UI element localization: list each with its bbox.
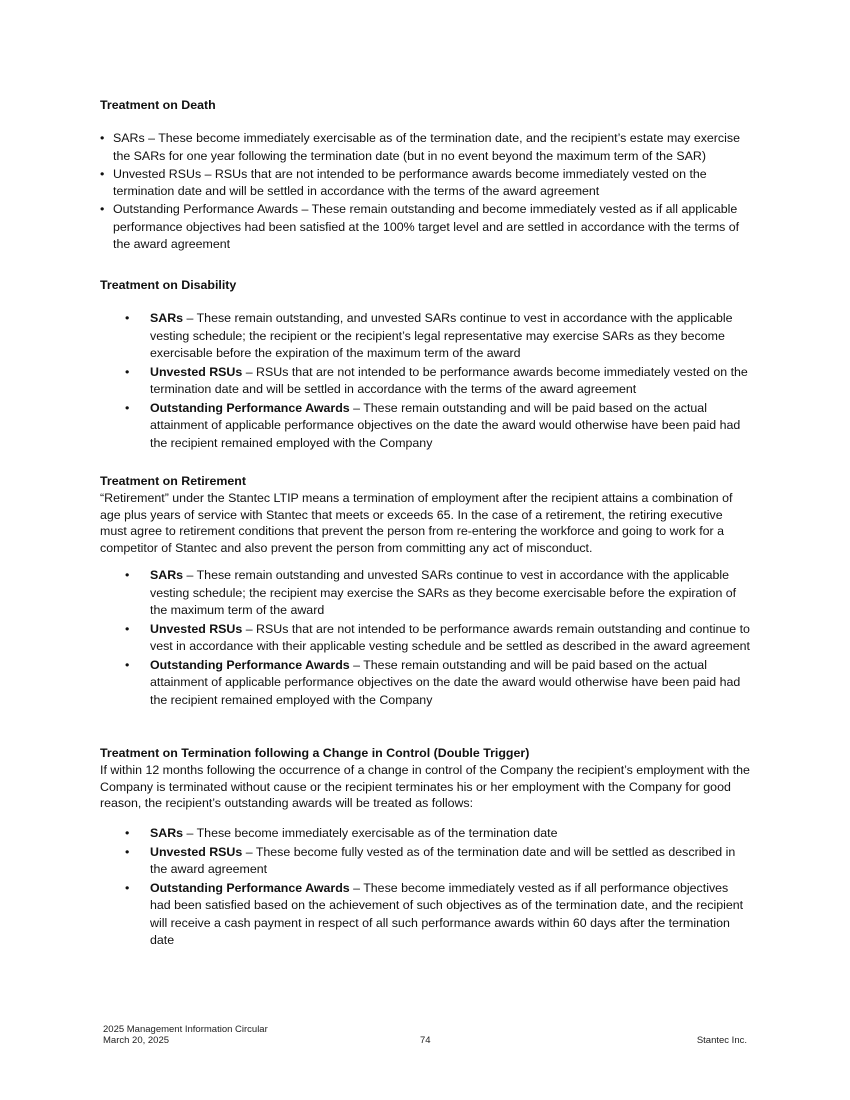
list-item: • Outstanding Performance Awards – These become immediately vested as if all performance objectives had been satisfied based on the achievement of such objectives as of the termination date, and the recipient will receive a cash payment in respect of all such performance awards within 60 days after the termination date — [100, 880, 750, 950]
section-heading: Treatment on Retirement — [100, 474, 246, 488]
footer-company: Stantec Inc. — [696, 1035, 747, 1046]
list-item: • SARs – These remain outstanding, and unvested SARs continue to vest in accordance with the applicable vesting schedule; the recipient or the recipient’s legal representative may exercise SARs as they become exercisable before the expiration of the maximum term of the award — [100, 310, 750, 363]
section-death — [100, 97, 750, 114]
death-bullet-list — [100, 130, 750, 254]
list-item: • Unvested RSUs – RSUs that are not intended to be performance awards remain outstanding and continue to vest in accordance with their applicable vesting schedule and be settled as described in the award agreement — [100, 621, 750, 656]
section-heading: Treatment on Disability — [100, 278, 237, 292]
section-change-in-control — [100, 745, 750, 812]
change-control-list-container — [100, 825, 750, 951]
list-item: • SARs – These become immediately exercisable as of the termination date — [100, 825, 750, 843]
retirement-bullet-list — [100, 567, 750, 709]
section-heading: Treatment on Termination following a Change in Control (Double Trigger) — [100, 746, 530, 760]
disability-list-container — [100, 310, 750, 453]
footer-left — [103, 1024, 268, 1046]
list-item: • Unvested RSUs – RSUs that are not intended to be performance awards become immediately vested on the termination date and will be settled in accordance with the terms of the award agreement — [100, 166, 750, 201]
list-item: • Unvested RSUs – RSUs that are not intended to be performance awards become immediately vested on the termination date and will be settled in accordance with the terms of the award agreement — [100, 364, 750, 399]
disability-bullet-list — [100, 310, 750, 452]
list-item: • SARs – These become immediately exercisable as of the termination date, and the recipient’s estate may exercise the SARs for one year following the termination date (but in no event beyond the maximum term of the SAR) — [100, 130, 750, 165]
list-item: • Outstanding Performance Awards – These remain outstanding and will be paid based on the actual attainment of applicable performance objectives on the date the award would otherwise have been paid had the recipient remained employed with the Company — [100, 657, 750, 710]
section-retirement — [100, 473, 750, 556]
retirement-list-container — [100, 567, 750, 710]
footer-doc-title: 2025 Management Information Circular — [103, 1024, 268, 1035]
page-number: 74 — [420, 1035, 431, 1046]
change-control-bullet-list — [100, 825, 750, 950]
death-list-container — [100, 130, 750, 254]
footer-date: March 20, 2025 — [103, 1035, 170, 1046]
list-item: • Outstanding Performance Awards – These remain outstanding and become immediately vested as if all applicable performance objectives had been satisfied at the 100% target level and are settled in accordance with the terms of the award agreement — [100, 201, 750, 254]
section-intro: If within 12 months following the occurrence of a change in control of the Company the recipient’s employment with the Company is terminated without cause or the recipient terminates his or her employment with the Company for good reason, the recipient’s outstanding awards will be treated as follows: — [100, 763, 750, 810]
list-item: • Unvested RSUs – These become fully vested as of the termination date and will be settled as described in the award agreement — [100, 844, 750, 879]
section-heading: Treatment on Death — [100, 98, 216, 112]
section-intro: “Retirement” under the Stantec LTIP means a termination of employment after the recipient attains a combination of age plus years of service with Stantec that meets or exceeds 65. In the case of a retirement, the retiring executive must agree to retirement conditions that prevent the person from re-entering the workforce and going to work for a competitor of Stantec and also prevent the person from committing any act of misconduct. — [100, 491, 733, 555]
list-item: • Outstanding Performance Awards – These remain outstanding and will be paid based on the actual attainment of applicable performance objectives on the date the award would otherwise have been paid had the recipient remained employed with the Company — [100, 400, 750, 453]
list-item: • SARs – These remain outstanding and unvested SARs continue to vest in accordance with the applicable vesting schedule; the recipient may exercise the SARs as they become exercisable before the expiration of the maximum term of the award — [100, 567, 750, 620]
section-disability — [100, 277, 750, 294]
